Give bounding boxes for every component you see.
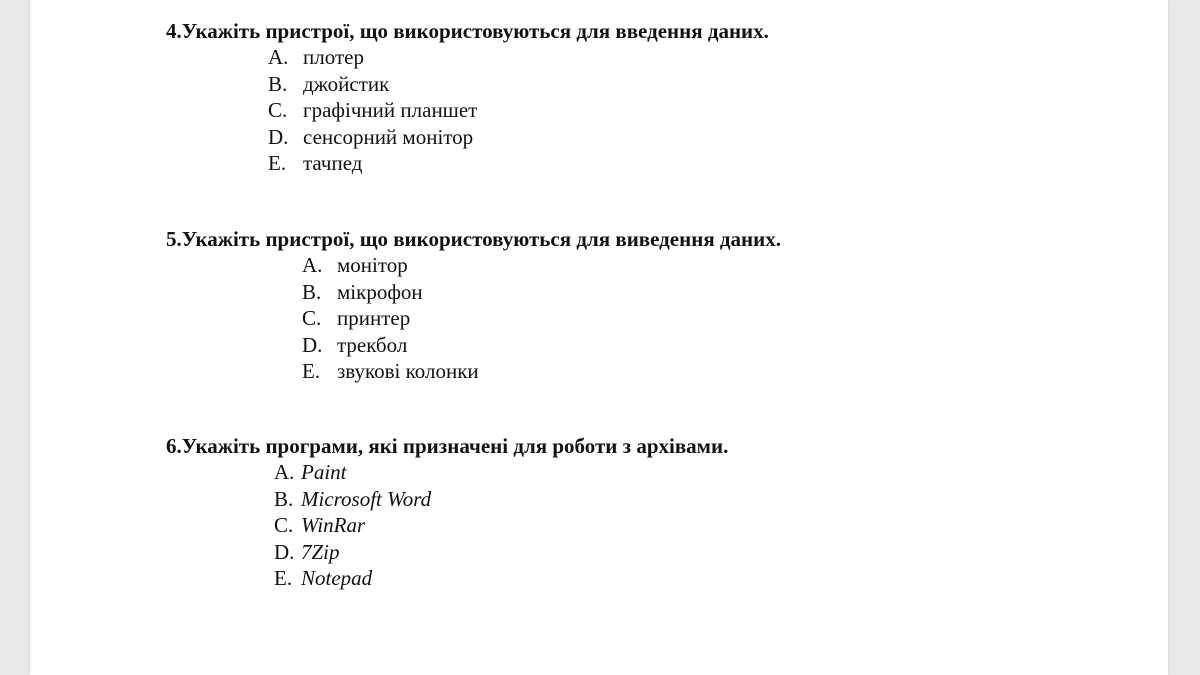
question-title: 5.Укажіть пристрої, що використовуються для виведення даних.	[166, 227, 782, 251]
option-e	[274, 565, 1066, 592]
option-text: WinRar	[301, 513, 366, 537]
option-text: плотер	[303, 45, 364, 69]
option-text: звукові колонки	[337, 359, 479, 383]
option-a	[302, 252, 1066, 279]
option-text: Paint	[301, 460, 347, 484]
option-text: Microsoft Word	[301, 486, 432, 511]
option-text: сенсорний монітор	[303, 124, 474, 149]
option-letter: E.	[274, 566, 293, 590]
option-letter: A.	[274, 460, 295, 484]
option-text: мікрофон	[337, 279, 423, 304]
option-text: трекбол	[337, 332, 408, 357]
option-d	[302, 332, 1066, 359]
options-list	[302, 252, 1066, 385]
option-d	[274, 539, 1066, 566]
question-title: 6.Укажіть програми, які призначені для роботи з архівами.	[166, 434, 729, 458]
option-e	[302, 358, 1066, 385]
option-letter: E.	[268, 151, 287, 175]
option-letter: D.	[274, 539, 295, 564]
option-c	[268, 97, 1066, 124]
option-letter: C.	[302, 306, 322, 330]
option-letter: C.	[274, 513, 294, 537]
option-letter: B.	[268, 71, 288, 96]
question-title: 4.Укажіть пристрої, що використовуються для введення даних.	[166, 19, 769, 43]
option-b	[268, 71, 1066, 98]
option-b	[302, 279, 1066, 306]
option-text: монітор	[337, 253, 408, 277]
option-letter: B.	[274, 486, 294, 511]
option-letter: D.	[302, 332, 323, 357]
option-c	[274, 512, 1066, 539]
option-letter: A.	[268, 45, 289, 69]
option-text: принтер	[337, 306, 411, 330]
question-5	[166, 226, 1066, 385]
option-a	[268, 44, 1066, 71]
option-c	[302, 305, 1066, 332]
question-4	[166, 18, 1066, 177]
option-text: джойстик	[303, 71, 390, 96]
option-text: графічний планшет	[303, 98, 478, 122]
option-letter: B.	[302, 279, 322, 304]
question-6	[166, 433, 1066, 592]
option-text: 7Zip	[301, 539, 340, 564]
option-d	[268, 124, 1066, 151]
option-letter: C.	[268, 98, 288, 122]
option-e	[268, 150, 1066, 177]
option-text: Notepad	[301, 566, 373, 590]
options-list	[268, 44, 1066, 177]
option-a	[274, 459, 1066, 486]
option-text: тачпед	[303, 151, 363, 175]
option-letter: D.	[268, 124, 289, 149]
option-b	[274, 486, 1066, 513]
option-letter: E.	[302, 359, 321, 383]
options-list	[274, 459, 1066, 592]
document-page	[30, 0, 1168, 675]
option-letter: A.	[302, 253, 323, 277]
